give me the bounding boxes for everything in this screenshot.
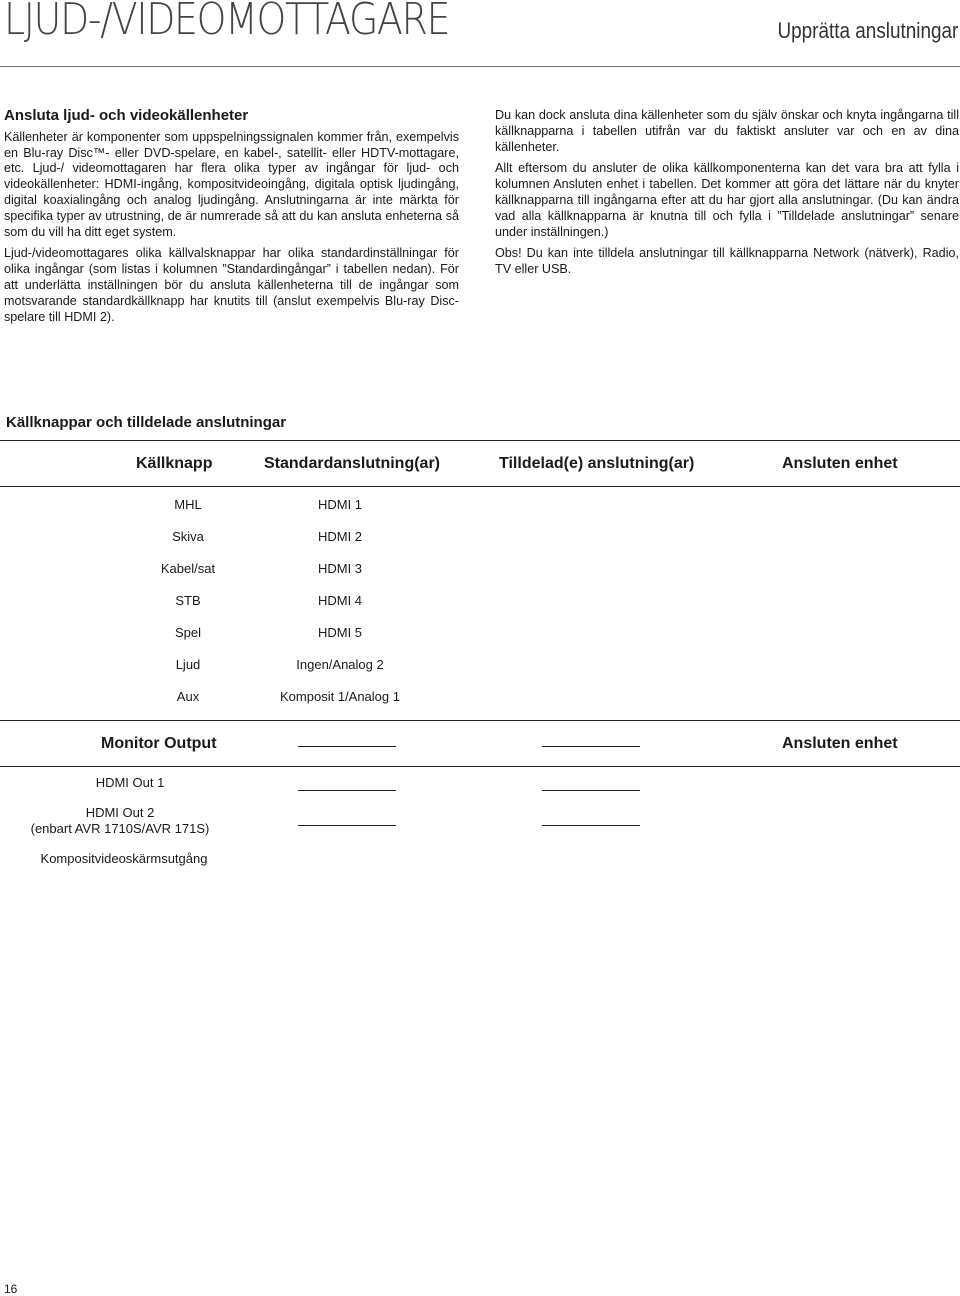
row-source: Aux xyxy=(176,689,200,704)
table-top-rule xyxy=(0,440,960,441)
monitor-row-label: Kompositvideoskärmsutgång xyxy=(40,851,208,866)
header-divider xyxy=(0,66,960,67)
monitor-row-blank-2 xyxy=(542,825,640,826)
row-source: MHL xyxy=(174,497,202,512)
row-source: Ljud xyxy=(175,657,201,672)
row-default: HDMI 5 xyxy=(317,625,363,640)
monitor-header: Monitor Output xyxy=(101,735,217,752)
row-default: HDMI 4 xyxy=(317,593,363,608)
row-default: HDMI 1 xyxy=(317,497,363,512)
left-column xyxy=(4,108,459,331)
left-paragraph-1: Källenheter är komponenter som uppspelningssignalen kommer från, exempelvis en Blu-ray Disc™- eller DVD-spelare, en kabel-, satellit- eller HDTV-mottagare, etc. Ljud-/ videomottagaren har flera olika typer av ingångar för ljud- och videokällenheter: HDMI-ingång, kompositvideoingång, digitala optisk ljudingång, digital koaxialingång och analog ljudingång. Anslutningarna är inte märkta för specifika typer av utrustning, de är numrerade så att du kan ansluta enheterna så som du vill ha ditt eget system. xyxy=(4,129,459,239)
right-paragraph-2: Allt eftersom du ansluter de olika källkomponenterna kan det vara bra att fylla i kolumnen Ansluten enhet i tabellen. Det kommer att göra det lättare när du knyter källknapparna till ingångarna efter att du har gjort alla anslutningar. (Du kan ändra vad alla källknapparna är knutna till och fylla i ”Tilldelade anslutningar” senare under inställningen.) xyxy=(495,161,959,239)
right-column xyxy=(495,108,959,284)
header-bottom-rule xyxy=(0,486,960,487)
monitor-header-blank-1 xyxy=(298,746,396,747)
right-paragraph-3: Obs! Du kan inte tilldela anslutningar till källknapparna Network (nätverk), Radio, TV eller USB. xyxy=(495,246,959,277)
left-paragraph-2: Ljud-/videomottagares olika källvalsknappar har olika standardinställningar för olika ingångar (som listas i kolumnen ”Standardingångar” i tabellen nedan). För att underlätta inställningen bör du ansluta källenheterna till de ingångar som motsvarande standardkällknapp har knutits till (anslut exempelvis Blu-ray Disc-spelare till HDMI 2). xyxy=(4,246,459,324)
table-title: Källknappar och tilldelade anslutningar xyxy=(6,414,287,431)
row-default: Komposit 1/Analog 1 xyxy=(280,689,400,704)
section-heading: Ansluta ljud- och videokällenheter xyxy=(4,107,249,124)
monitor-row xyxy=(0,805,240,837)
row-default: Ingen/Analog 2 xyxy=(296,657,384,672)
header-default: Standardanslutning(ar) xyxy=(264,455,441,472)
monitor-row xyxy=(20,775,240,791)
section-title: Upprätta anslutningar xyxy=(777,18,958,43)
row-source: STB xyxy=(175,593,201,608)
monitor-row xyxy=(0,851,248,867)
monitor-row-blank-1 xyxy=(298,790,396,791)
row-default: HDMI 2 xyxy=(317,529,363,544)
monitor-header-connected: Ansluten enhet xyxy=(782,735,898,752)
header-source: Källknapp xyxy=(136,455,213,472)
brand-title: LJUD-/VIDEOMOTTAGARE xyxy=(4,0,450,45)
row-default: HDMI 3 xyxy=(317,561,363,576)
monitor-row-note: (enbart AVR 1710S/AVR 171S) xyxy=(30,821,210,836)
monitor-top-rule xyxy=(0,720,960,721)
row-source: Spel xyxy=(174,625,202,640)
monitor-row-blank-1 xyxy=(298,825,396,826)
monitor-row-label: HDMI Out 2 xyxy=(85,805,155,820)
monitor-header-blank-2 xyxy=(542,746,640,747)
page-number: 16 xyxy=(4,1282,18,1296)
right-paragraph-1: Du kan dock ansluta dina källenheter som du själv önskar och knyta ingångarna till källknapparna i tabellen utifrån var du faktiskt ansluter var och en av dina källenheter. xyxy=(495,108,959,154)
monitor-row-blank-2 xyxy=(542,790,640,791)
monitor-row-label: HDMI Out 1 xyxy=(95,775,165,790)
row-source: Kabel/sat xyxy=(160,561,216,576)
header-connected: Ansluten enhet xyxy=(782,455,898,472)
monitor-header-rule xyxy=(0,766,960,767)
row-source: Skiva xyxy=(172,529,204,544)
header-assigned: Tilldelad(e) anslutning(ar) xyxy=(499,455,695,472)
